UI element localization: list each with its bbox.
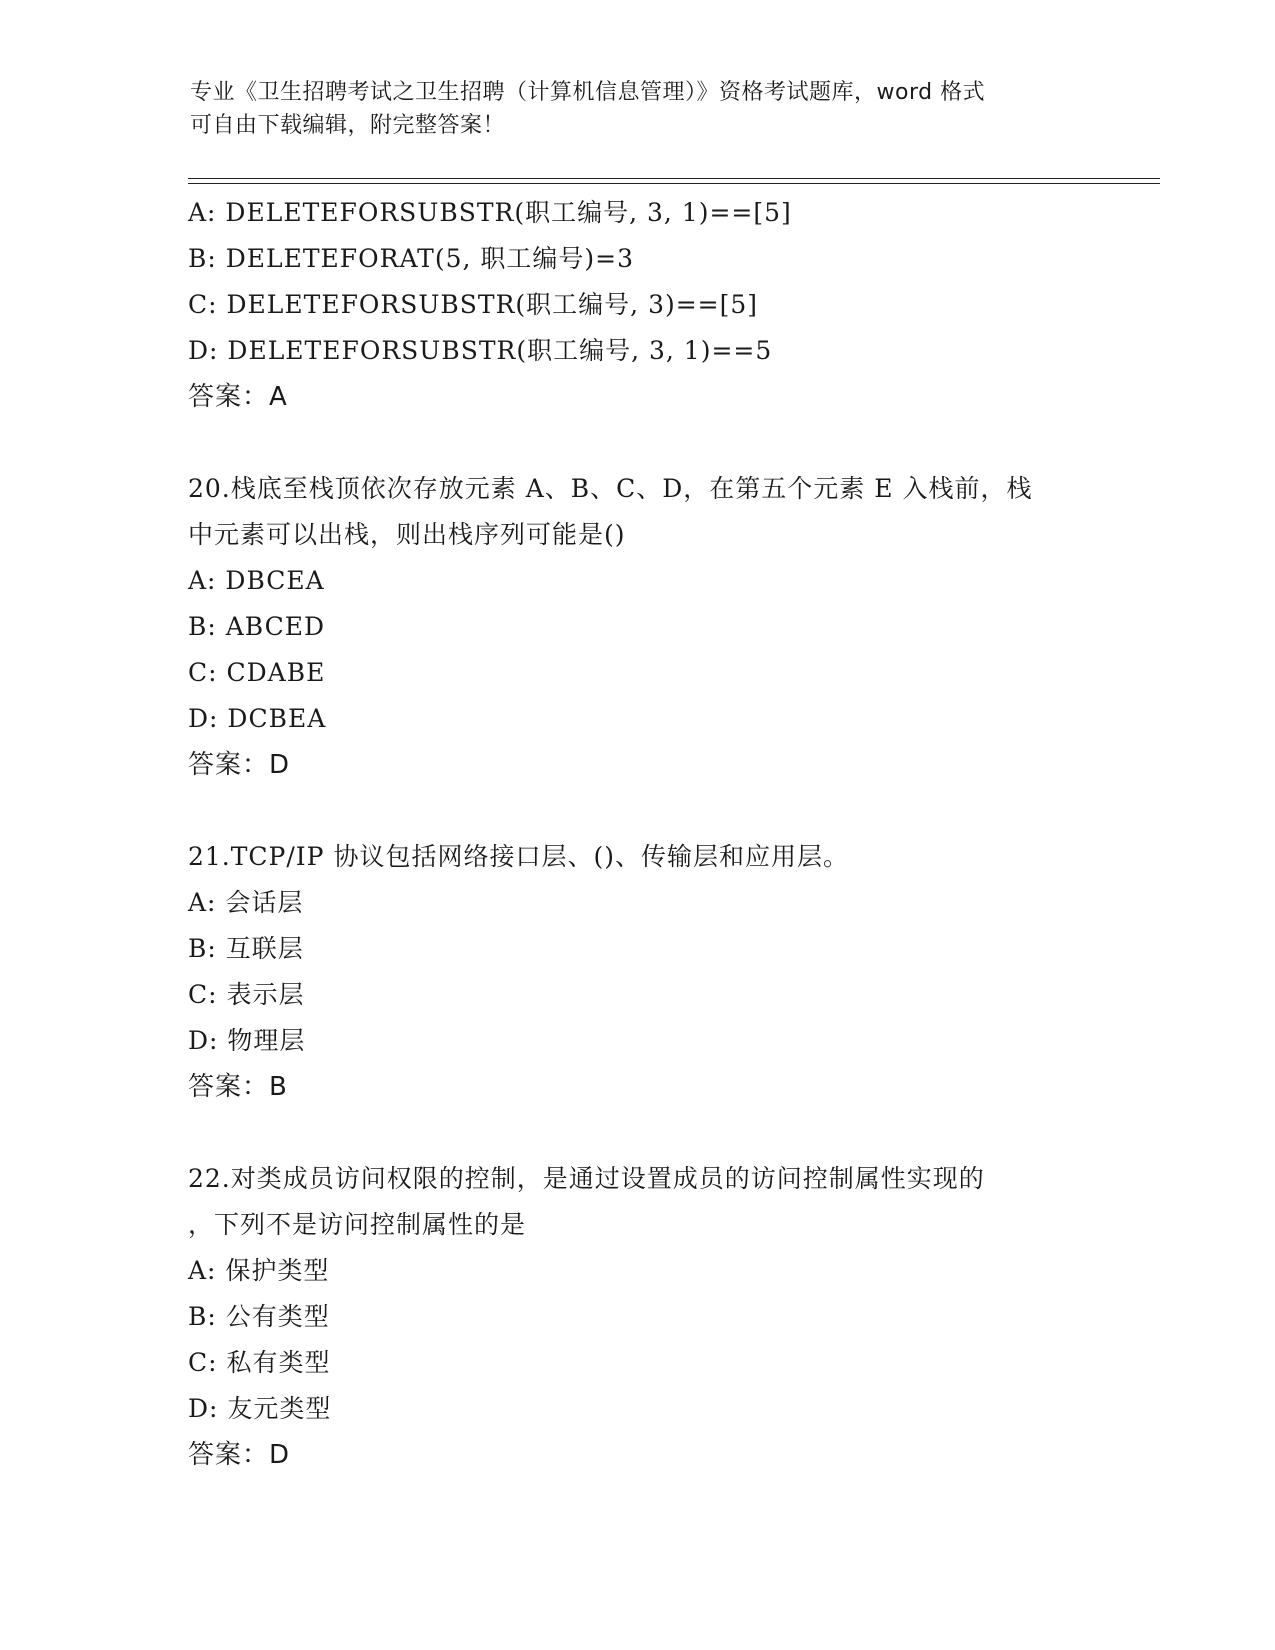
question-list [188,190,1088,1478]
header-line-2: 可自由下载编辑，附完整答案！ [190,113,506,138]
question-22 [188,1156,1088,1478]
option-c: C: CDABE [188,658,326,687]
answer: 答案：D [188,750,291,780]
option-c: C: 表示层 [188,980,305,1009]
spacer [188,788,1088,834]
question-stem-continued: ，下列不是访问控制属性的是 [188,1210,527,1239]
question-20 [188,466,1088,788]
option-a: A: DELETEFORSUBSTR(职工编号, 3, 1)==[5] [188,198,792,227]
question-21 [188,834,1088,1110]
option-c: C: DELETEFORSUBSTR(职工编号, 3)==[5] [188,290,759,319]
question-19 [188,190,1088,420]
option-a: A: DBCEA [188,566,325,595]
spacer [188,1110,1088,1156]
question-stem: 22.对类成员访问权限的控制，是通过设置成员的访问控制属性实现的 [188,1164,985,1193]
option-b: B: ABCED [188,612,326,641]
spacer [188,420,1088,466]
option-b: B: 互联层 [188,934,304,963]
header-divider-bottom [188,183,1160,184]
option-a: A: 保护类型 [188,1256,330,1285]
question-stem-continued: 中元素可以出栈，则出栈序列可能是() [188,520,626,549]
header-line-1: 专业《卫生招聘考试之卫生招聘（计算机信息管理）》资格考试题库，word 格式 [190,80,986,105]
option-d: D: DELETEFORSUBSTR(职工编号, 3, 1)==5 [188,336,773,365]
option-b: B: 公有类型 [188,1302,330,1331]
option-b: B: DELETEFORAT(5, 职工编号)=3 [188,244,634,273]
header-divider-top [188,178,1160,179]
option-c: C: 私有类型 [188,1348,331,1377]
question-stem: 21.TCP/IP 协议包括网络接口层、()、传输层和应用层。 [188,842,849,871]
option-d: D: 物理层 [188,1026,306,1055]
answer: 答案：A [188,382,288,412]
option-d: D: DCBEA [188,704,327,733]
question-stem: 20.栈底至栈顶依次存放元素 A、B、C、D，在第五个元素 E 入栈前，栈 [188,474,1033,503]
document-header [190,76,1070,142]
answer: 答案：D [188,1440,291,1470]
option-d: D: 友元类型 [188,1394,332,1423]
answer: 答案：B [188,1072,288,1102]
option-a: A: 会话层 [188,888,304,917]
